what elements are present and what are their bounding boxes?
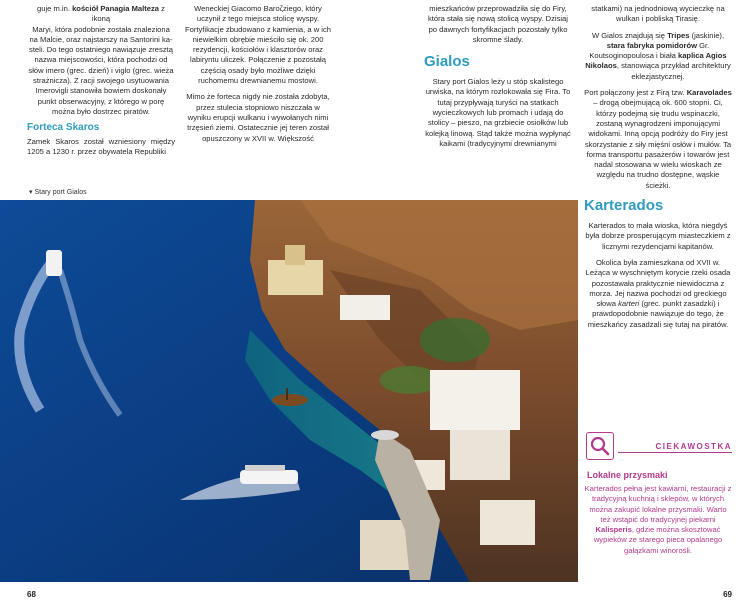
text: można było dostrzec piratów. (52, 106, 150, 116)
text: z ikoną (91, 4, 165, 24)
text: strażnicza). Z racji swojego usytuowania (33, 76, 169, 86)
text-line (27, 86, 175, 96)
text-line (27, 76, 175, 86)
text: W Gialos znajdują się (591, 30, 668, 40)
paragraph-wenecja: Weneckiej Giacomo Baroζziego, który uczynił z tego miejsca stolicę wyspy. Fortyfikacje zbudowano z kamienia, a w ich niewielkim obrębie mieściło się ok. 200 rezydencji, kościołów i klasztorów oraz labiryntu uliczek. Połączenie z pozostałą częścią osady było możliwe dzięki ruchomemu drewnianemu mostowi. (184, 4, 332, 86)
photo-gialos-port (0, 200, 578, 582)
paragraph-karterados: Karterados to mała wioska, która niegdyś była dobrze prosperującym miasteczkiem z licznymi rezydencjami kapitanów. (585, 221, 731, 251)
paragraph-skaros: Zamek Skaros został wzniesiony między 1205 a 1230 r. przez obywatela Republiki (27, 136, 175, 156)
text: Okolica była zamieszkana od XVII w. Leżąca w wyschniętym korycie rzeki osada pozostawała praktycznie niewidoczna z morza. Jej nazwa pochodzi od greckiego słowa (585, 257, 731, 309)
heading-karterados: Karterados (584, 197, 664, 215)
bold-text: kościół Panagia Malteza (72, 4, 160, 13)
italic-karteri: karteri (618, 299, 640, 309)
bold-fabryka: stara fabryka pomidorów (606, 40, 698, 50)
heading-gialos: Gialos (424, 53, 470, 71)
column-1 (27, 4, 175, 163)
paragraph-karavolades (584, 88, 732, 191)
column-3 (424, 4, 572, 155)
box-divider (618, 452, 732, 453)
text: (grec. punkt zasadzki) i prawdopodobnie nawiązuje do tego, że mieszkańcy zasadzali się tutaj na piratów. (587, 299, 729, 329)
text: Karterados pełna jest kawiarni, restauracji z tradycyjną kuchnią i sklepów, w których można zakupić lokalne przysmaki. Warto też wstąpić do tradycyjnej piekarni (584, 484, 732, 524)
ciekawostka-box (584, 432, 732, 582)
bold-kaplica: kaplica Agios Nikolaos (585, 51, 727, 71)
column-2 (184, 4, 332, 150)
text: guje m.in. (37, 4, 73, 13)
photo-illustration (0, 200, 578, 582)
bold-tripes: Tripes (667, 30, 690, 40)
column-4 (584, 4, 732, 336)
text: Port połączony jest z Firą tzw. (584, 88, 687, 98)
text-line (27, 55, 175, 65)
page-number-right: 69 (723, 590, 732, 599)
text: , stanowiąca przykład architektury eklezjastycznej. (616, 61, 731, 81)
text-line (27, 4, 175, 25)
text: Maryi, która podobnie została znaleziona (32, 24, 170, 34)
paragraph-wulkan: statkami) na jednodniową wycieczkę na wulkan i pobliską Tirasię. (591, 4, 725, 24)
text-line (27, 35, 175, 45)
box-header (584, 432, 732, 462)
text: słów imero (grec. dzień) i viglo (grec. wieża (28, 65, 174, 75)
text: – drogą obejmującą ok. 600 stopni. Ci, którzy podejmą się trudu wspinaczki, zostaną wynagrodzeni imponującymi widokami. Inną opcją podróży do Firy jest skorzystanie z siły mięśni osłów i mułów. Ta forma transportu pasażerów i towarów jest nadal stosowana w wielu wioskach ze względu na trudno dostępne, wąskie ścieżki. (584, 98, 732, 190)
box-label: CIEKAWOSTKA (652, 442, 733, 451)
magnifier-svg (587, 433, 613, 459)
caption-arrow-icon: ▾ (29, 189, 33, 196)
bold-kalisperis: Kalisperis (595, 525, 632, 535)
text: steli. Do tego ostatniego nawiązuje zresztą (29, 45, 173, 55)
photo-caption (29, 188, 87, 196)
text-line (27, 45, 175, 55)
text-line (27, 66, 175, 76)
column-1-paragraph (27, 4, 175, 117)
text: Gr. Koutsoginopoulosa i biała (589, 40, 710, 61)
paragraph-okolica (584, 258, 732, 330)
paragraph-tripes (584, 31, 732, 82)
bold-karavolades: Karavolades (686, 88, 732, 98)
paragraph-forteca: Mimo że forteca nigdy nie została zdobyta, przez stulecia stopniowo niszczała w wyniku erupcji wulkanu i wywołanych nimi trzęsień ziemi. Ostatecznie jej teren został opuszczony w XVII w. Większość (186, 92, 330, 143)
paragraph-mieszkancy: mieszkańców przeprowadziła się do Firy, która stała się nową stolicą wyspy. Dzisiaj po dawnych fortyfikacjach pozostały tylko skromne ślady. (428, 4, 568, 44)
page-number-left: 68 (27, 590, 36, 599)
text: na Malcie, oraz najstarszy na Santorini ka- (29, 34, 173, 44)
text-line (27, 25, 175, 35)
text: nazwa miejscowości, która pochodzi od (34, 55, 168, 65)
text-line (27, 107, 175, 117)
text: (jaskinie), (689, 30, 725, 40)
text: , gdzie można skosztować wypieków ze starego pieca opalanego gałązkami winorośli. (593, 525, 723, 555)
box-title: Lokalne przysmaki (587, 470, 668, 480)
text-line (27, 97, 175, 107)
text: punkt obserwacyjny, z którego w porę (37, 96, 165, 106)
box-text (584, 484, 732, 556)
magnifier-icon (586, 432, 614, 460)
heading-forteca-skaros: Forteca Skaros (27, 122, 100, 134)
text: Imerovigli stanowiła bowiem doskonały (35, 86, 167, 96)
paragraph-gialos: Stary port Gialos leży u stóp skalistego urwiska, na którym rozlokowała się Fira. To tutaj przypływają turyści na statkach wycieczkowych lub promach i udają do stolicy – pieszo, na grzbiecie osiołków lub kolejką linową. Stąd także można wypłynąć kaikami (tradycyjnymi drewnianymi (425, 77, 571, 148)
caption-text: Stary port Gialos (34, 189, 87, 196)
